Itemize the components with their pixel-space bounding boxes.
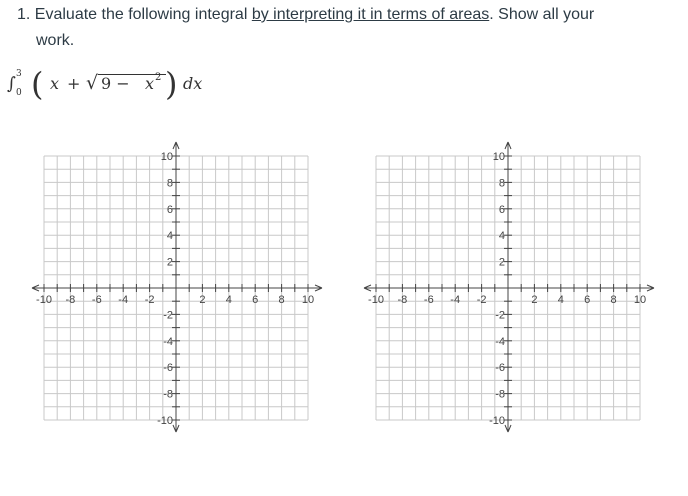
lower-limit: 0 bbox=[16, 88, 22, 98]
exponent: 2 bbox=[155, 72, 162, 83]
close-paren: ) bbox=[165, 65, 178, 103]
x-tick-label: -2 bbox=[144, 294, 155, 306]
x-tick-label: 8 bbox=[278, 294, 285, 306]
x-tick-label: 4 bbox=[225, 294, 232, 306]
y-tick-label: -2 bbox=[495, 309, 505, 322]
x-tick-label: 10 bbox=[301, 294, 315, 306]
var-x: x bbox=[50, 74, 60, 93]
y-tick-label: 10 bbox=[492, 151, 505, 163]
integral-sign: ∫ bbox=[7, 74, 16, 94]
x-tick-label: -4 bbox=[450, 294, 461, 306]
coordinate-grid-right[interactable] bbox=[357, 140, 662, 440]
plus-sign: + bbox=[67, 74, 81, 93]
x-tick-label: 10 bbox=[633, 294, 647, 306]
question-line-1 bbox=[17, 5, 594, 25]
x-tick-label: 4 bbox=[557, 294, 564, 306]
coordinate-grid-left[interactable] bbox=[25, 140, 330, 440]
x-tick-label: -8 bbox=[397, 294, 408, 306]
x-tick-label: -6 bbox=[423, 294, 434, 306]
y-tick-label: 2 bbox=[498, 256, 505, 269]
y-tick-label: -8 bbox=[495, 388, 505, 401]
y-tick-label: -10 bbox=[157, 415, 173, 427]
y-tick-label: -8 bbox=[163, 388, 173, 401]
x-tick-label: 6 bbox=[252, 294, 259, 306]
question-line-2: work. bbox=[36, 32, 75, 49]
x-tick-label: 8 bbox=[610, 294, 617, 306]
x-tick-label: -2 bbox=[476, 294, 487, 306]
interpreting-areas-link[interactable]: by interpreting it in terms of areas bbox=[251, 6, 490, 23]
x-tick-label: 2 bbox=[199, 294, 206, 306]
radicand-var: x bbox=[145, 74, 155, 93]
question-suffix: . Show all your bbox=[489, 6, 595, 23]
radical-sign: √ bbox=[86, 72, 99, 94]
differential-dx: dx bbox=[183, 74, 203, 93]
x-tick-label: -10 bbox=[36, 294, 52, 306]
y-tick-label: 6 bbox=[166, 203, 173, 216]
upper-limit: 3 bbox=[16, 69, 22, 79]
y-tick-label: 6 bbox=[498, 203, 505, 216]
y-tick-label: 4 bbox=[498, 230, 505, 243]
y-tick-label: -2 bbox=[163, 309, 173, 322]
x-tick-label: -8 bbox=[65, 294, 76, 306]
y-tick-label: 10 bbox=[160, 151, 173, 163]
radicand-const: 9 − bbox=[101, 74, 130, 93]
y-tick-label: 8 bbox=[498, 177, 505, 190]
y-tick-label: -6 bbox=[163, 362, 173, 375]
question-prefix: 1. Evaluate the following integral bbox=[17, 6, 252, 23]
y-tick-label: 2 bbox=[166, 256, 173, 269]
x-tick-label: -10 bbox=[368, 294, 384, 306]
y-tick-label: 4 bbox=[166, 230, 173, 243]
y-tick-label: -4 bbox=[495, 335, 505, 348]
y-tick-label: -6 bbox=[495, 362, 505, 375]
y-tick-label: -10 bbox=[489, 415, 505, 427]
y-tick-label: 8 bbox=[166, 177, 173, 190]
x-tick-label: -6 bbox=[91, 294, 102, 306]
x-tick-label: 6 bbox=[584, 294, 591, 306]
open-paren: ( bbox=[31, 65, 44, 103]
x-tick-label: -4 bbox=[118, 294, 129, 306]
x-tick-label: 2 bbox=[531, 294, 538, 306]
y-tick-label: -4 bbox=[163, 335, 173, 348]
